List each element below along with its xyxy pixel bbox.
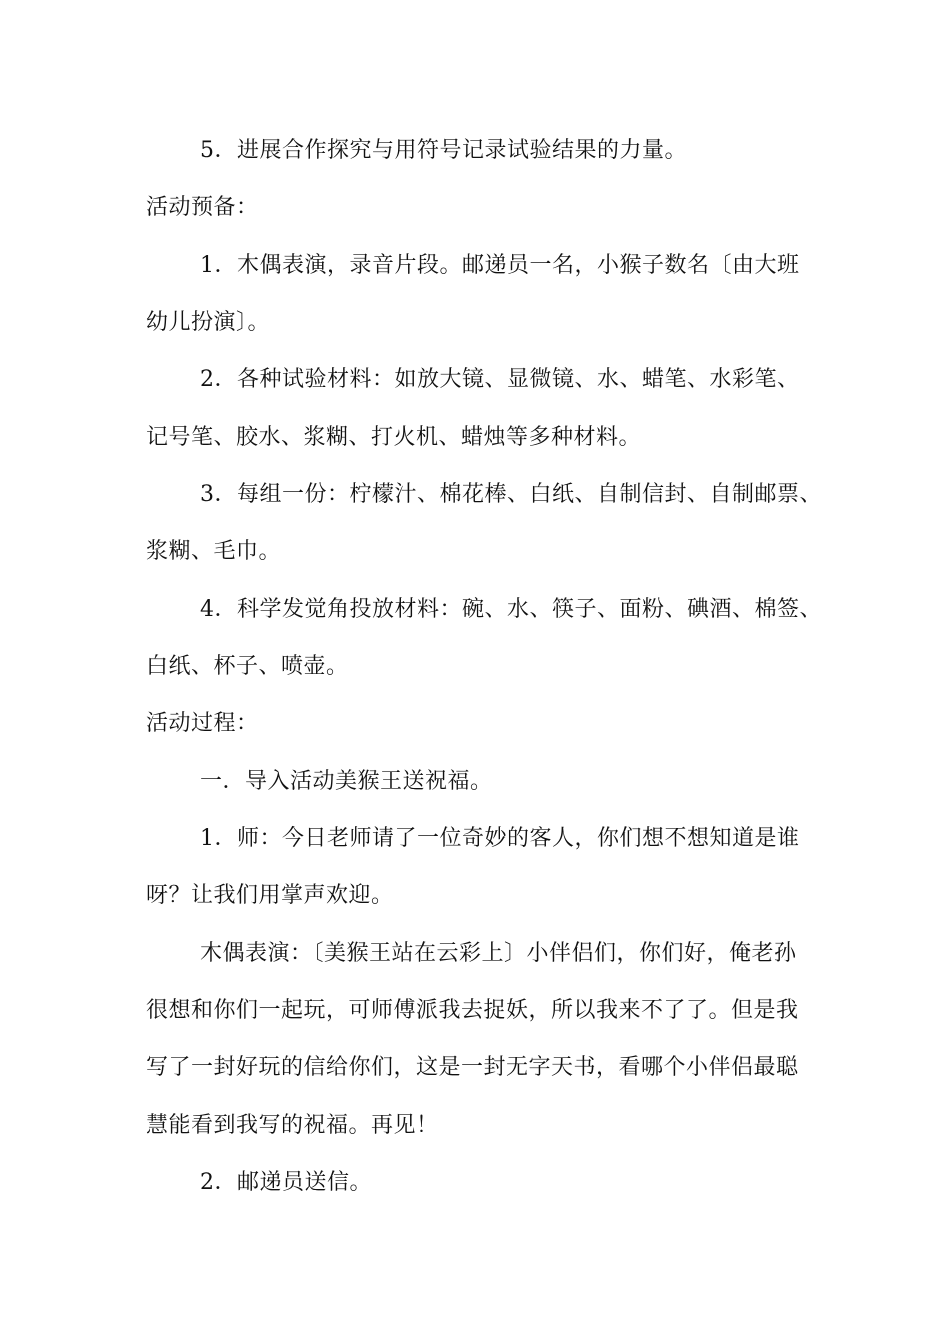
text-line: 很想和你们一起玩，可师傅派我去捉妖，所以我来不了了。但是我 bbox=[146, 998, 799, 1023]
text-line: 1．木偶表演，录音片段。邮递员一名，小猴子数名〔由大班 bbox=[200, 253, 800, 278]
text-line: 2．邮递员送信。 bbox=[200, 1170, 372, 1195]
text-line: 呀？让我们用掌声欢迎。 bbox=[146, 883, 394, 908]
text-line: 3．每组一份：柠檬汁、棉花棒、白纸、自制信封、自制邮票、 bbox=[200, 482, 822, 507]
text-line: 木偶表演：〔美猴王站在云彩上〕小伴侣们，你们好，俺老孙 bbox=[200, 941, 797, 966]
text-line: 一．导入活动美猴王送祝福。 bbox=[200, 769, 493, 794]
text-line: 4．科学发觉角投放材料：碗、水、筷子、面粉、碘酒、棉签、 bbox=[200, 597, 822, 622]
section-heading: 活动预备： bbox=[146, 195, 259, 220]
text-line: 1．师：今日老师请了一位奇妙的客人，你们想不想知道是谁 bbox=[200, 826, 800, 851]
text-line: 白纸、杯子、喷壶。 bbox=[146, 654, 349, 679]
text-line: 浆糊、毛巾。 bbox=[146, 539, 282, 564]
text-line: 幼儿扮演〕。 bbox=[146, 310, 271, 335]
text-line: 慧能看到我写的祝福。再见！ bbox=[146, 1113, 439, 1138]
text-line: 记号笔、胶水、浆糊、打火机、蜡烛等多种材料。 bbox=[146, 425, 642, 450]
text-line: 2．各种试验材料：如放大镜、显微镜、水、蜡笔、水彩笔、 bbox=[200, 367, 800, 392]
text-line: 写了一封好玩的信给你们，这是一封无字天书，看哪个小伴侣最聪 bbox=[146, 1055, 799, 1080]
section-heading: 活动过程： bbox=[146, 711, 259, 736]
text-line: 5．进展合作探究与用符号记录试验结果的力量。 bbox=[200, 138, 687, 163]
